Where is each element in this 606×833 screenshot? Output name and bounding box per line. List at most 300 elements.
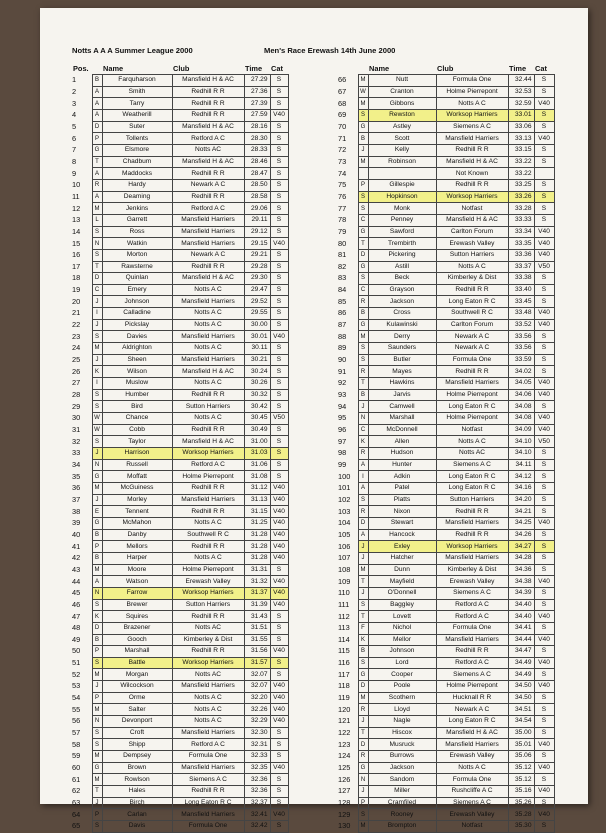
club-cell: Notts AC — [172, 622, 244, 634]
initial-cell: W — [92, 413, 102, 425]
surname-cell: Nagle — [368, 716, 436, 728]
surname-cell: Battle — [102, 657, 172, 669]
club-cell: Redhill R R — [172, 611, 244, 623]
time-cell: 29.28 — [244, 261, 270, 273]
time-cell: 33.34 — [508, 226, 534, 238]
club-cell: Retford A C — [436, 657, 508, 669]
category-cell: S — [534, 692, 554, 704]
category-cell: V50 — [534, 261, 554, 273]
category-cell: V40 — [270, 517, 288, 529]
time-cell: 33.35 — [508, 238, 534, 250]
result-row — [338, 366, 554, 378]
surname-cell: Mellors — [102, 541, 172, 553]
result-row — [338, 168, 554, 180]
position-cell: 14 — [72, 226, 81, 236]
league-title: Notts A A A Summer League 2000 — [72, 46, 193, 55]
position-cell: 36 — [72, 483, 81, 493]
result-row — [72, 156, 288, 168]
time-cell: 29.30 — [244, 273, 270, 285]
category-cell: S — [270, 343, 288, 355]
result-row — [72, 133, 288, 145]
time-cell: 34.21 — [508, 506, 534, 518]
club-cell: Long Eaton R C — [436, 401, 508, 413]
category-cell: S — [534, 494, 554, 506]
category-cell: V40 — [534, 739, 554, 751]
surname-cell: Nichol — [368, 622, 436, 634]
initial-cell: M — [358, 75, 368, 87]
category-cell: S — [270, 261, 288, 273]
surname-cell: Musruck — [368, 739, 436, 751]
time-cell: 32.44 — [508, 75, 534, 87]
result-row — [72, 739, 288, 751]
result-row — [72, 75, 288, 87]
club-cell: Mansfield H & AC — [172, 273, 244, 285]
result-row — [72, 634, 288, 646]
club-cell: Siemens A C — [436, 669, 508, 681]
club-cell: Redhill R R — [172, 646, 244, 658]
position-cell: 129 — [338, 809, 351, 819]
category-cell — [534, 168, 554, 180]
category-cell: S — [270, 622, 288, 634]
surname-cell: Hiscox — [368, 727, 436, 739]
time-cell: 29.55 — [244, 308, 270, 320]
result-row — [338, 751, 554, 763]
category-cell: S — [270, 308, 288, 320]
club-cell: Redhill R R — [172, 482, 244, 494]
position-cell: 34 — [72, 459, 81, 469]
initial-cell: J — [92, 354, 102, 366]
surname-cell: Ross — [102, 226, 172, 238]
surname-cell: Cramfiled — [368, 797, 436, 809]
time-cell: 30.11 — [244, 343, 270, 355]
club-cell: Holme Pierrepont — [436, 681, 508, 693]
position-cell: 112 — [338, 611, 350, 621]
category-cell: S — [534, 797, 554, 809]
initial-cell: C — [92, 284, 102, 296]
position-cell: 87 — [338, 320, 347, 330]
surname-cell: Marshall — [102, 646, 172, 658]
time-cell: 35.26 — [508, 797, 534, 809]
position-cell: 12 — [72, 203, 81, 213]
surname-cell: Pickering — [368, 249, 436, 261]
surname-cell: McGuiness — [102, 482, 172, 494]
position-cell: 41 — [72, 541, 81, 551]
club-cell: Holme Pierrepont — [436, 413, 508, 425]
surname-cell: Patel — [368, 482, 436, 494]
position-cell: 66 — [338, 75, 347, 85]
surname-cell: Gibbons — [368, 98, 436, 110]
result-row — [72, 552, 288, 564]
position-cell: 72 — [338, 145, 347, 155]
surname-cell: Deaming — [102, 191, 172, 203]
surname-cell: Moffatt — [102, 471, 172, 483]
position-cell: 100 — [338, 471, 351, 481]
result-row — [72, 401, 288, 413]
result-row — [72, 611, 288, 623]
club-cell: Redhill R R — [172, 261, 244, 273]
time-cell: 32.36 — [244, 786, 270, 798]
club-cell: Sutton Harriers — [436, 249, 508, 261]
result-row — [338, 273, 554, 285]
result-row — [72, 378, 288, 390]
category-cell: S — [270, 739, 288, 751]
club-cell: Redhill R R — [172, 786, 244, 798]
category-cell: V40 — [270, 681, 288, 693]
time-cell: 32.07 — [244, 669, 270, 681]
initial-cell: R — [358, 506, 368, 518]
club-cell: Erewash Valley — [436, 751, 508, 763]
surname-cell: Hales — [102, 786, 172, 798]
category-cell: S — [534, 448, 554, 460]
time-cell: 33.40 — [508, 284, 534, 296]
result-row — [72, 599, 288, 611]
time-cell: 33.52 — [508, 319, 534, 331]
result-row — [338, 343, 554, 355]
result-row — [338, 716, 554, 728]
position-cell: 85 — [338, 296, 347, 306]
category-cell: S — [270, 821, 288, 833]
club-cell: Newark A C — [172, 249, 244, 261]
initial-cell: S — [358, 494, 368, 506]
category-cell: S — [534, 669, 554, 681]
time-cell: 28.46 — [244, 156, 270, 168]
surname-cell: Smith — [102, 86, 172, 98]
surname-cell: Gooch — [102, 634, 172, 646]
time-cell: 34.08 — [508, 413, 534, 425]
surname-cell: Mayfield — [368, 576, 436, 588]
time-cell: 32.37 — [244, 797, 270, 809]
club-cell: Newark A C — [436, 704, 508, 716]
category-cell: S — [534, 203, 554, 215]
position-cell: 24 — [72, 343, 81, 353]
category-cell: V40 — [270, 238, 288, 250]
category-cell: V40 — [534, 809, 554, 821]
position-cell: 57 — [72, 728, 81, 738]
club-cell: Mansfield H & AC — [172, 366, 244, 378]
result-row — [338, 599, 554, 611]
time-cell: 30.00 — [244, 319, 270, 331]
surname-cell: Farquharson — [102, 75, 172, 87]
surname-cell: Miller — [368, 786, 436, 798]
time-cell: 32.59 — [508, 98, 534, 110]
initial-cell: I — [92, 378, 102, 390]
result-row — [338, 809, 554, 821]
club-cell: Notts A C — [172, 716, 244, 728]
club-cell: Erewash Valley — [172, 576, 244, 588]
initial-cell: J — [92, 319, 102, 331]
initial-cell: S — [92, 821, 102, 833]
surname-cell: Suter — [102, 121, 172, 133]
initial-cell: G — [92, 471, 102, 483]
surname-cell: Russell — [102, 459, 172, 471]
time-cell: 34.41 — [508, 622, 534, 634]
initial-cell: P — [92, 646, 102, 658]
initial-cell: P — [92, 692, 102, 704]
initial-cell: R — [358, 296, 368, 308]
club-cell: Mansfield Harriers — [172, 296, 244, 308]
position-cell: 61 — [72, 774, 81, 784]
result-row — [72, 319, 288, 331]
category-cell: S — [270, 564, 288, 576]
time-cell: 33.26 — [508, 191, 534, 203]
category-cell: S — [534, 401, 554, 413]
time-cell: 30.01 — [244, 331, 270, 343]
category-cell: V40 — [534, 424, 554, 436]
category-cell: S — [534, 471, 554, 483]
club-cell: Formula One — [436, 622, 508, 634]
result-row — [72, 238, 288, 250]
surname-cell: Jackson — [368, 762, 436, 774]
club-cell: Notfast — [436, 424, 508, 436]
result-row — [338, 133, 554, 145]
time-cell: 29.06 — [244, 203, 270, 215]
category-cell: V40 — [534, 133, 554, 145]
time-cell: 33.25 — [508, 179, 534, 191]
position-cell: 50 — [72, 646, 81, 656]
time-cell: 28.47 — [244, 168, 270, 180]
surname-cell: Rooney — [368, 809, 436, 821]
position-cell: 31 — [72, 425, 81, 435]
result-row — [72, 587, 288, 599]
category-cell: S — [534, 144, 554, 156]
category-cell: V40 — [534, 389, 554, 401]
result-row — [72, 797, 288, 809]
time-cell: 33.33 — [508, 214, 534, 226]
position-cell: 9 — [72, 168, 77, 178]
club-cell: Holme Pierrepont — [172, 471, 244, 483]
result-row — [72, 576, 288, 588]
initial-cell: A — [92, 168, 102, 180]
time-cell: 34.10 — [508, 448, 534, 460]
time-cell: 34.50 — [508, 692, 534, 704]
time-cell: 33.36 — [508, 249, 534, 261]
category-cell: S — [270, 296, 288, 308]
position-cell: 3 — [72, 98, 77, 108]
position-cell: 13 — [72, 215, 81, 225]
surname-cell: Harrison — [102, 448, 172, 460]
result-row — [338, 226, 554, 238]
surname-cell: Tennent — [102, 506, 172, 518]
time-cell: 27.59 — [244, 109, 270, 121]
initial-cell: M — [92, 343, 102, 355]
initial-cell: M — [358, 564, 368, 576]
time-cell: 31.12 — [244, 482, 270, 494]
time-cell: 30.24 — [244, 366, 270, 378]
surname-cell: Adkin — [368, 471, 436, 483]
club-cell: Redhill R R — [172, 191, 244, 203]
position-cell: 94 — [338, 401, 347, 411]
surname-cell: Exley — [368, 541, 436, 553]
time-cell: 33.38 — [508, 273, 534, 285]
position-cell: 49 — [72, 634, 81, 644]
time-cell: 29.12 — [244, 226, 270, 238]
time-cell: 32.20 — [244, 692, 270, 704]
initial-cell: S — [358, 343, 368, 355]
initial-cell: R — [358, 448, 368, 460]
time-cell: 34.51 — [508, 704, 534, 716]
position-cell: 107 — [338, 553, 351, 563]
result-row — [72, 331, 288, 343]
club-cell: Kimberley & Dist — [172, 634, 244, 646]
surname-cell: Rewston — [368, 109, 436, 121]
initial-cell: T — [358, 238, 368, 250]
position-cell: 62 — [72, 786, 81, 796]
category-cell: V40 — [534, 413, 554, 425]
result-row — [338, 296, 554, 308]
club-cell: Erewash Valley — [436, 576, 508, 588]
result-row — [72, 657, 288, 669]
category-cell: V40 — [270, 716, 288, 728]
initial-cell: G — [358, 319, 368, 331]
category-cell: V40 — [270, 599, 288, 611]
result-row — [72, 343, 288, 355]
time-cell: 35.12 — [508, 762, 534, 774]
position-cell: 110 — [338, 588, 350, 598]
surname-cell: Astley — [368, 121, 436, 133]
time-cell: 34.36 — [508, 564, 534, 576]
club-cell: Redhill R R — [172, 86, 244, 98]
surname-cell: Croft — [102, 727, 172, 739]
result-row — [72, 261, 288, 273]
club-cell: Redhill R R — [436, 284, 508, 296]
initial-cell: G — [358, 261, 368, 273]
time-cell: 33.22 — [508, 168, 534, 180]
category-cell: S — [270, 168, 288, 180]
position-cell: 47 — [72, 611, 81, 621]
result-row — [338, 238, 554, 250]
initial-cell: N — [358, 774, 368, 786]
time-cell: 34.47 — [508, 646, 534, 658]
position-cell: 70 — [338, 121, 347, 131]
position-cell: 26 — [72, 366, 81, 376]
category-cell: S — [270, 144, 288, 156]
club-cell: Mansfield Harriers — [172, 226, 244, 238]
category-cell: V50 — [270, 413, 288, 425]
initial-cell: A — [358, 529, 368, 541]
position-cell: 88 — [338, 331, 347, 341]
club-cell: Newark A C — [436, 343, 508, 355]
initial-cell: M — [92, 774, 102, 786]
club-cell: Carlton Forum — [436, 319, 508, 331]
position-cell: 81 — [338, 250, 347, 260]
position-cell: 86 — [338, 308, 347, 318]
surname-cell: Quinlan — [102, 273, 172, 285]
time-cell: 34.10 — [508, 436, 534, 448]
initial-cell: M — [92, 203, 102, 215]
position-cell: 91 — [338, 366, 347, 376]
initial-cell: R — [358, 366, 368, 378]
time-cell: 32.41 — [244, 809, 270, 821]
time-cell: 31.55 — [244, 634, 270, 646]
club-cell: Notts A C — [172, 319, 244, 331]
surname-cell: Hancock — [368, 529, 436, 541]
club-cell: Redhill R R — [436, 179, 508, 191]
category-cell: V40 — [270, 646, 288, 658]
initial-cell: J — [358, 716, 368, 728]
category-cell: S — [534, 156, 554, 168]
category-cell: S — [534, 86, 554, 98]
surname-cell: Davis — [102, 821, 172, 833]
surname-cell: Watkin — [102, 238, 172, 250]
position-cell: 125 — [338, 763, 351, 773]
category-cell: S — [270, 436, 288, 448]
club-cell: Mansfield H & AC — [172, 75, 244, 87]
club-cell: Long Eaton R C — [172, 797, 244, 809]
time-cell: 27.39 — [244, 98, 270, 110]
initial-cell: K — [92, 366, 102, 378]
position-cell: 84 — [338, 285, 347, 295]
category-cell: S — [534, 343, 554, 355]
result-row — [338, 378, 554, 390]
initial-cell: D — [358, 681, 368, 693]
position-cell: 123 — [338, 739, 351, 749]
category-cell: S — [270, 214, 288, 226]
initial-cell: G — [358, 226, 368, 238]
position-cell: 27 — [72, 378, 81, 388]
club-cell: Mansfield H & AC — [436, 727, 508, 739]
surname-cell: Dempsey — [102, 751, 172, 763]
time-cell: 35.16 — [508, 786, 534, 798]
club-cell: Mansfield Harriers — [172, 331, 244, 343]
category-cell: V40 — [534, 611, 554, 623]
category-cell: S — [534, 179, 554, 191]
initial-cell: G — [92, 762, 102, 774]
initial-cell: D — [92, 622, 102, 634]
initial-cell: I — [358, 471, 368, 483]
surname-cell: Jenkins — [102, 203, 172, 215]
result-row — [338, 774, 554, 786]
result-row — [338, 587, 554, 599]
club-cell: Redhill R R — [172, 98, 244, 110]
result-row — [72, 762, 288, 774]
category-cell: S — [534, 704, 554, 716]
time-cell: 28.33 — [244, 144, 270, 156]
surname-cell: Trembirth — [368, 238, 436, 250]
initial-cell: G — [92, 144, 102, 156]
surname-cell: Orme — [102, 692, 172, 704]
club-cell: Formula One — [436, 774, 508, 786]
category-cell: S — [270, 203, 288, 215]
category-cell: S — [534, 191, 554, 203]
surname-cell: Harper — [102, 552, 172, 564]
surname-cell: Lloyd — [368, 704, 436, 716]
surname-cell: Tarry — [102, 98, 172, 110]
club-cell: Siemens A C — [436, 587, 508, 599]
category-cell: S — [270, 797, 288, 809]
result-row — [72, 424, 288, 436]
surname-cell: Squires — [102, 611, 172, 623]
surname-cell: Scott — [368, 133, 436, 145]
position-cell: 130 — [338, 821, 351, 831]
club-cell: Notfast — [436, 203, 508, 215]
category-cell: S — [270, 669, 288, 681]
result-row — [338, 611, 554, 623]
initial-cell: J — [358, 552, 368, 564]
position-cell: 2 — [72, 86, 77, 96]
category-cell: S — [270, 774, 288, 786]
club-cell: Worksop Harriers — [172, 587, 244, 599]
time-cell: 32.53 — [508, 86, 534, 98]
club-cell: Mansfield Harriers — [436, 517, 508, 529]
category-cell: S — [270, 448, 288, 460]
category-cell: V40 — [534, 634, 554, 646]
club-cell: Mansfield Harriers — [172, 727, 244, 739]
surname-cell: McDonnell — [368, 424, 436, 436]
category-cell: S — [534, 482, 554, 494]
category-cell: S — [534, 599, 554, 611]
time-cell: 31.57 — [244, 657, 270, 669]
position-cell: 82 — [338, 261, 347, 271]
